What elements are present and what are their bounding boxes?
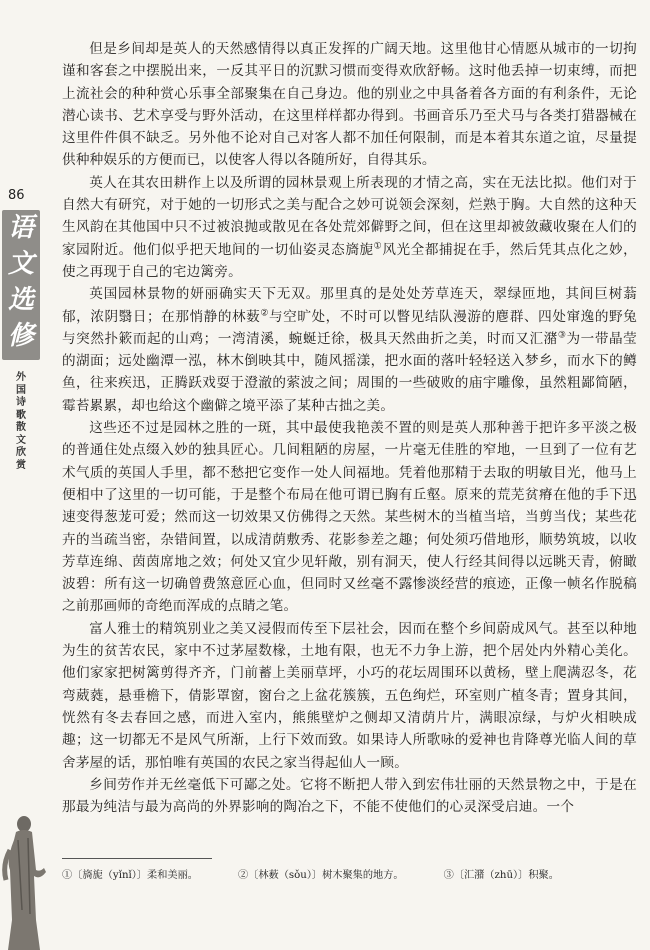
- paragraph: [62, 417, 637, 618]
- footnote: ②〔林薮（sǒu）〕树木聚集的地方。: [237, 870, 404, 881]
- footnote-marker: ②: [260, 308, 269, 319]
- paragraph-text: 这些还不过是园林之胜的一斑，其中最使我艳羡不置的则是英人那种善于把许多平淡之极的普通住处点缀入妙的独具匠心。几间粗陋的房屋，一片毫无佳胜的窄地，一旦到了一位有艺术气质的英国人手里，都不愁把它变作一处人间福地。凭着他那精于去取的明敏目光，他马上便相中了这里的一切可能，于是整个布局在他可谓已胸有丘壑。原来的荒芜贫瘠在他的手下迅速变得葱茏可爱；然而这一切效果又仿佛得之天然。某些树木的当植当培，当剪当伐；某些花卉的当疏当密，杂错间置，以成清荫敷秀、花影参差之趣；何处须巧借地形，顺势筑坡，以收芳草连绵、茵茵席地之效；何处又宜少见轩敞，别有洞天，使人行经其间得以远眺天青，俯瞰波碧：所有这一切确曾费煞意匠心血，但同时又丝毫不露惨淡经营的痕迹，正像一帧名作脱稿之前那画师的奇绝而浑成的点睛之笔。: [62, 420, 637, 615]
- book-title-box: [2, 210, 40, 360]
- paragraph-text: 为一带晶莹的湖面；远处幽潭一泓，林木倒映其中，随风摇漾，把水面的落叶轻轻送入梦乡，而水下的鳟鱼，往来疾迅，正腾跃戏耍于澄澈的萦波之间；周围的一些破败的庙宇雕像，虽然粗鄙简陋，霉苔累累，却也给这个幽僻之境平添了某种古拙之美。: [62, 330, 638, 414]
- paragraph-text: 英国园林景物的妍丽确实天下无双。那里真的是处处芳草连天，翠绿匝地，其间巨树蓊郁，浓阴翳日；在那悄静的林薮: [62, 286, 637, 325]
- paragraph-text: 富人雅士的精筑别业之美又浸假而传至下层社会，因而在整个乡间蔚成风气。甚至以种地为生的贫苦农民，家中不过茅屋数椽，土地有限，也无不力争上游，把个居处内外精心美化。他们家家把树篱剪得齐齐，门前蓄上美丽草坪，小巧的花坛周围环以黄杨，壁上爬满忍冬，花弯葳蕤，悬垂檐下，倩影罩窗，窗台之上盆花簇簇，五色绚烂，环室则广植冬青；置身其间，恍然有冬去春回之感，而进入室内，熊熊壁炉之侧却又清荫片片，满眼凉绿，与炉火相映成趣；这一切都无不是风气所渐，上行下效而致。如果诗人所歌咏的爱神也肯降尊光临人间的草舍茅屋的话，那怕唯有英国的农民之家当得起仙人一顾。: [62, 620, 637, 771]
- paragraph-text: 但是乡间却是英人的天然感情得以真正发挥的广阔天地。这里他甘心情愿从城市的一切拘谨和客套之中摆脱出来，一反其平日的沉默习惯而变得欢欣舒畅。这时他丢掉一切束缚，而把上流社会的种种赏心乐事全部聚集在自己身边。他的别业之中具备着各方面的有利条件，无论潜心读书、艺术享受与野外活动，在这里样样都办得到。书画音乐乃至犬马与各类打猎器械在这里件件俱不缺乏。另外他不论对自己对客人都不加任何限制，而是本着其东道之谊，尽量提供种种娱乐的方便而已，以使客人得以各随所好，自得其乐。: [62, 41, 637, 169]
- paragraph: [62, 283, 637, 417]
- paragraph: [62, 38, 637, 172]
- left-margin: [0, 0, 42, 950]
- paragraph-text: 英人在其农田耕作上以及所谓的园林景观上所表现的才情之高，实在无法比拟。他们对于自然大有研究，对于她的一切形式之美与配合之妙可说领会深刻，烂熟于胸。大自然的这种天生风韵在其他国中只不过被浪抛或散见在各处荒郊僻野之间，但在这里却被敛藏收聚在人们的家园附近。他们似乎把天地间的一切仙姿灵态旖旎: [62, 174, 637, 258]
- paragraph: [62, 774, 637, 819]
- paragraph-text: 风光全都捕捉在手，然后凭其点化之妙，使之再现于自己的宅边篱旁。: [62, 241, 638, 280]
- book-title-char: 文: [7, 249, 34, 279]
- page-number: 86: [8, 188, 25, 203]
- footnote-divider: [62, 858, 212, 859]
- footnote-marker: ③: [557, 330, 567, 341]
- paragraph-text: 与空旷处，不时可以瞥见结队漫游的麀群、四处窜逸的野兔与突然扑簌而起的山鸡；一湾清溪，蜿蜒迁徐，极具天然曲折之美，时而又汇潴: [62, 308, 638, 347]
- book-title-char: 语: [7, 213, 34, 243]
- statue-illustration: [0, 810, 52, 950]
- footnotes: [62, 866, 642, 881]
- footnote: ①〔旖旎（yǐnǐ）〕柔和美丽。: [62, 870, 198, 881]
- footnote: ③〔汇潴（zhū）〕积聚。: [443, 870, 559, 881]
- footnote-marker: ①: [373, 241, 383, 252]
- book-title-char: 修: [7, 321, 34, 351]
- main-text: [62, 38, 637, 818]
- series-title: 外国诗歌散文欣赏: [16, 372, 26, 471]
- paragraph: [62, 618, 637, 774]
- paragraph-text: 乡间劳作并无丝毫低下可鄙之处。它将不断把人带入到宏伟壮丽的天然景物之中，于是在那最为纯洁与最为高尚的外界影响的陶冶之下，不能不使他们的心灵深受启迪。一个: [62, 776, 637, 816]
- paragraph: [62, 172, 637, 283]
- book-title-char: 选: [7, 285, 34, 315]
